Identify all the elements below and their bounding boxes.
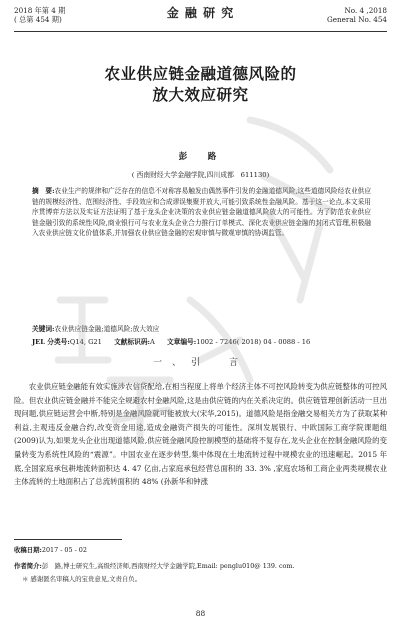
abstract-label: 摘 要: <box>32 187 55 195</box>
issue-line-1: 2018 年第 4 期 <box>14 6 66 15</box>
jel-label: JEL 分类号: <box>32 338 70 346</box>
author-affiliation: ( 西南财经大学金融学院,四川成都 611130) <box>131 171 270 179</box>
article-number: 1002 - 7246( 2018) 04 - 0088 - 16 <box>196 338 311 346</box>
section-heading: 一、引 言 <box>152 358 248 368</box>
running-header <box>14 6 387 34</box>
received-date <box>14 545 387 555</box>
article-number-label: 文章编号: <box>166 338 197 346</box>
received-label: 收稿日期: <box>14 546 42 554</box>
header-rule <box>14 31 387 32</box>
author-name: 彭 路 <box>178 152 223 162</box>
abstract-text: 农业生产的规律和广泛存在的信息不对称容易触发由偶然事件引发的金融道德风险,这些道德风险经农业供应链的规模经济性、范围经济性、手段效应和合成谬误集聚并放大,可能引致系统性金融风险。基于这一论点,本文采用序贯博弈方法以及实证方法证明了基于龙头企业决策的农业供应链金融道德风险放大的可能性。为了防范农业供应链金融引致的系统性风险,商业银行可与农业龙头企业合力推行订单模式、深化农业供应链金融的封闭式管理,积极融入农业供应链文化价值体系,并加强农业供应链金融的宏观审慎与微观审慎的协调监管。 <box>32 187 372 238</box>
issue-en-line-2: General No. 454 <box>327 15 387 24</box>
issue-info-en <box>327 6 387 24</box>
abstract <box>32 186 371 239</box>
received-value: 2017 - 05 - 02 <box>41 546 87 554</box>
keywords <box>32 324 371 334</box>
issue-en-line-1: No. 4 ,2018 <box>344 6 387 15</box>
author-bio-text: 彭 路,博士研究生,高级经济师,西南财经大学金融学院,Email: penglu010@ 139. com. <box>41 562 295 570</box>
author-bio-label: 作者简介: <box>14 562 42 570</box>
body-paragraph: 农业供应链金融能有效实施涉农信贷配给,在相当程度上将单个经济主体不可控风险转变为供应链整体的可控风险。但农业供应链金融并不能完全规避农村金融风险,这是由供应链的内在关系决定的。供应链管理创新活动一旦出现问题,供应链运营会中断,特别是金融风险就可能被放大(宋华,2015)。道德风险是指金融交易相关方为了获取某种利益,主观违反金融合约,改变资金用途,造成金融资产损失的可能性。深圳发展银行、中欧国际工商学院课题组(2009)认为,如果龙头企业出现道德风险,供应链金融风险控制模型的基础将不复存在,龙头企业在控制金融风险的变量转变为系统性风险的“震源”。中国农业在逐步转型,集中体现在土地流转过程中规模农业的迅速崛起。2015 年底,全国家庭承包耕地流转面积达 4. 47 亿亩,占家庭承包经营总面积的 33. 3% ,家庭农场和工商企业两类规模农业主体流转的土地面积占了总流转面积的 48% (孙新华和钟涨 <box>14 382 387 487</box>
author-bio <box>14 561 387 571</box>
doc-code-label: 文献标识码: <box>114 338 150 346</box>
keywords-text: 农业供应链金融;道德风险;放大效应 <box>54 325 160 333</box>
article-title <box>0 64 401 106</box>
keywords-label: 关键词: <box>32 325 55 333</box>
title-line-1: 农业供应链金融道德风险的 <box>104 65 297 83</box>
doc-code: A <box>149 338 155 346</box>
page-number: 88 <box>195 609 206 618</box>
acknowledgement: ＊ 感谢匿名审稿人的宝贵意见,文责自负。 <box>22 575 142 583</box>
classification-line <box>32 337 371 347</box>
issue-line-2: ( 总第 454 期) <box>14 15 62 24</box>
title-line-2: 放大效应研究 <box>152 86 249 104</box>
jel-codes: Q14, G21 <box>69 338 102 346</box>
footnote-rule <box>14 539 122 540</box>
journal-name: 金 融 研 究 <box>166 6 235 20</box>
